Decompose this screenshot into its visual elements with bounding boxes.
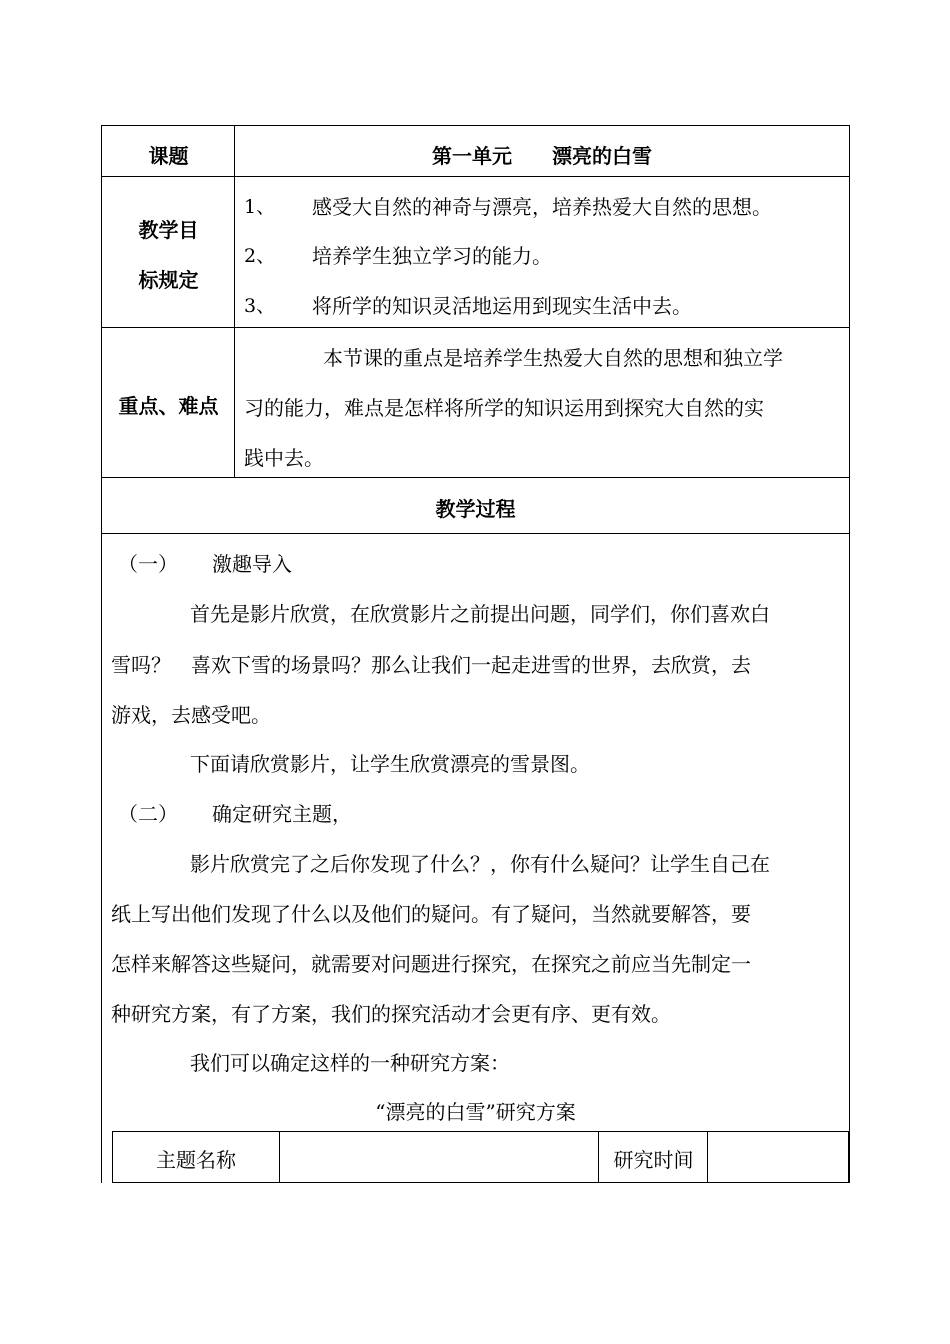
section-heading: 激趣导入: [212, 552, 292, 576]
research-time-label: 研究时间: [613, 1148, 694, 1172]
paragraph-line: 怎样来解答这些疑问，就需要对问题进行探究，在探究之前应当先制定一: [111, 952, 751, 976]
paragraph-line: 纸上写出他们发现了什么以及他们的疑问。有了疑问，当然就要解答，要: [111, 902, 751, 926]
goal-text: 感受大自然的神奇与漂亮，培养热爱大自然的思想。: [312, 195, 772, 219]
goals-label-line1: 教学目: [138, 218, 199, 242]
plan-title: “漂亮的白雪”研究方案: [375, 1100, 576, 1124]
section-number: （二）: [118, 802, 178, 826]
paragraph-line: 雪吗？ 喜欢下雪的场景吗？那么让我们一起走进雪的世界，去欣赏，去: [111, 653, 751, 677]
column-divider: [598, 1132, 599, 1182]
focus-line: 践中去。: [244, 446, 324, 470]
theme-name-label: 主题名称: [156, 1148, 236, 1172]
process-title: 教学过程: [435, 497, 516, 521]
row-divider: [102, 477, 849, 478]
column-divider: [234, 126, 235, 477]
topic-label: 课题: [148, 144, 189, 168]
section-heading: 确定研究主题，: [212, 802, 352, 826]
focus-label: 重点、难点: [118, 394, 219, 418]
paragraph-line: 我们可以确定这样的一种研究方案：: [190, 1051, 510, 1075]
lesson-plan-table: [101, 125, 850, 1183]
row-divider: [102, 327, 849, 328]
topic-value: 第一单元 漂亮的白雪: [432, 144, 652, 168]
column-divider: [707, 1132, 708, 1182]
goal-number: 1、: [244, 196, 276, 218]
section-number: （一）: [118, 552, 178, 576]
paragraph-line: 游戏，去感受吧。: [111, 703, 271, 727]
row-divider: [102, 176, 849, 177]
focus-line: 本节课的重点是培养学生热爱大自然的思想和独立学: [323, 346, 783, 370]
column-divider: [279, 1132, 280, 1182]
goal-number: 2、: [244, 245, 276, 267]
paragraph-line: 下面请欣赏影片，让学生欣赏漂亮的雪景图。: [190, 752, 590, 776]
focus-line: 习的能力，难点是怎样将所学的知识运用到探究大自然的实: [244, 396, 764, 420]
goals-label-line2: 标规定: [138, 268, 199, 292]
paragraph-line: 种研究方案，有了方案，我们的探究活动才会更有序、更有效。: [111, 1002, 671, 1026]
goal-number: 3、: [244, 295, 276, 317]
research-plan-table: [112, 1131, 849, 1183]
row-divider: [102, 533, 849, 534]
goal-text: 培养学生独立学习的能力。: [312, 244, 552, 268]
paragraph-line: 影片欣赏完了之后你发现了什么？，你有什么疑问？让学生自己在: [190, 852, 770, 876]
goal-text: 将所学的知识灵活地运用到现实生活中去。: [312, 294, 692, 318]
paragraph-line: 首先是影片欣赏，在欣赏影片之前提出问题，同学们，你们喜欢白: [190, 602, 770, 626]
